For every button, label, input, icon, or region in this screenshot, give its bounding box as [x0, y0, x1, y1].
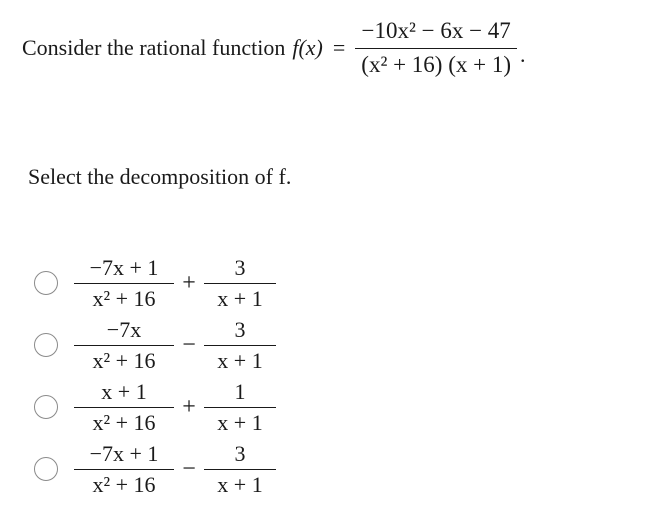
first-numerator: −7x + 1 — [89, 441, 159, 467]
first-numerator: x + 1 — [101, 379, 147, 405]
second-numerator: 3 — [234, 441, 246, 467]
second-denominator: x + 1 — [217, 471, 263, 497]
second-numerator: 3 — [234, 255, 246, 281]
answer-option-1[interactable] — [34, 252, 276, 314]
first-numerator: −7x — [106, 317, 142, 343]
fraction-bar — [74, 469, 174, 470]
second-fraction — [204, 380, 276, 433]
function-fraction — [355, 18, 517, 78]
function-name: f(x) — [292, 35, 323, 60]
fraction-bar — [355, 48, 517, 49]
equals-sign: = — [332, 35, 346, 60]
question-prompt — [22, 8, 526, 88]
option-expression — [74, 256, 276, 309]
second-numerator: 3 — [234, 317, 246, 343]
prompt-period: . — [520, 42, 526, 67]
first-fraction — [74, 318, 174, 371]
operator: − — [182, 331, 196, 358]
second-fraction — [204, 256, 276, 309]
fraction-bar — [74, 407, 174, 408]
first-denominator: x² + 16 — [92, 347, 156, 373]
radio-button[interactable] — [34, 271, 58, 295]
second-fraction — [204, 318, 276, 371]
first-fraction — [74, 442, 174, 495]
radio-button[interactable] — [34, 333, 58, 357]
answer-option-4[interactable] — [34, 438, 276, 500]
operator: − — [182, 455, 196, 482]
second-denominator: x + 1 — [217, 347, 263, 373]
second-denominator: x + 1 — [217, 409, 263, 435]
fraction-bar — [204, 283, 276, 284]
fraction-bar — [204, 469, 276, 470]
first-denominator: x² + 16 — [92, 285, 156, 311]
answer-options — [34, 252, 276, 500]
option-expression — [74, 442, 276, 495]
answer-option-2[interactable] — [34, 314, 276, 376]
option-expression — [74, 380, 276, 433]
fraction-bar — [74, 283, 174, 284]
first-fraction — [74, 380, 174, 433]
second-numerator: 1 — [234, 379, 246, 405]
option-expression — [74, 318, 276, 371]
second-fraction — [204, 442, 276, 495]
second-denominator: x + 1 — [217, 285, 263, 311]
first-numerator: −7x + 1 — [89, 255, 159, 281]
fraction-bar — [74, 345, 174, 346]
radio-button[interactable] — [34, 457, 58, 481]
radio-button[interactable] — [34, 395, 58, 419]
instruction-text: Select the decomposition of f. — [28, 164, 292, 189]
answer-option-3[interactable] — [34, 376, 276, 438]
fraction-bar — [204, 407, 276, 408]
prompt-text: Consider the rational function — [22, 35, 286, 60]
fraction-bar — [204, 345, 276, 346]
first-fraction — [74, 256, 174, 309]
function-denominator: (x² + 16) (x + 1) — [361, 51, 512, 77]
function-numerator: −10x² − 6x − 47 — [361, 18, 511, 44]
operator: + — [182, 393, 196, 420]
operator: + — [182, 269, 196, 296]
first-denominator: x² + 16 — [92, 471, 156, 497]
first-denominator: x² + 16 — [92, 409, 156, 435]
